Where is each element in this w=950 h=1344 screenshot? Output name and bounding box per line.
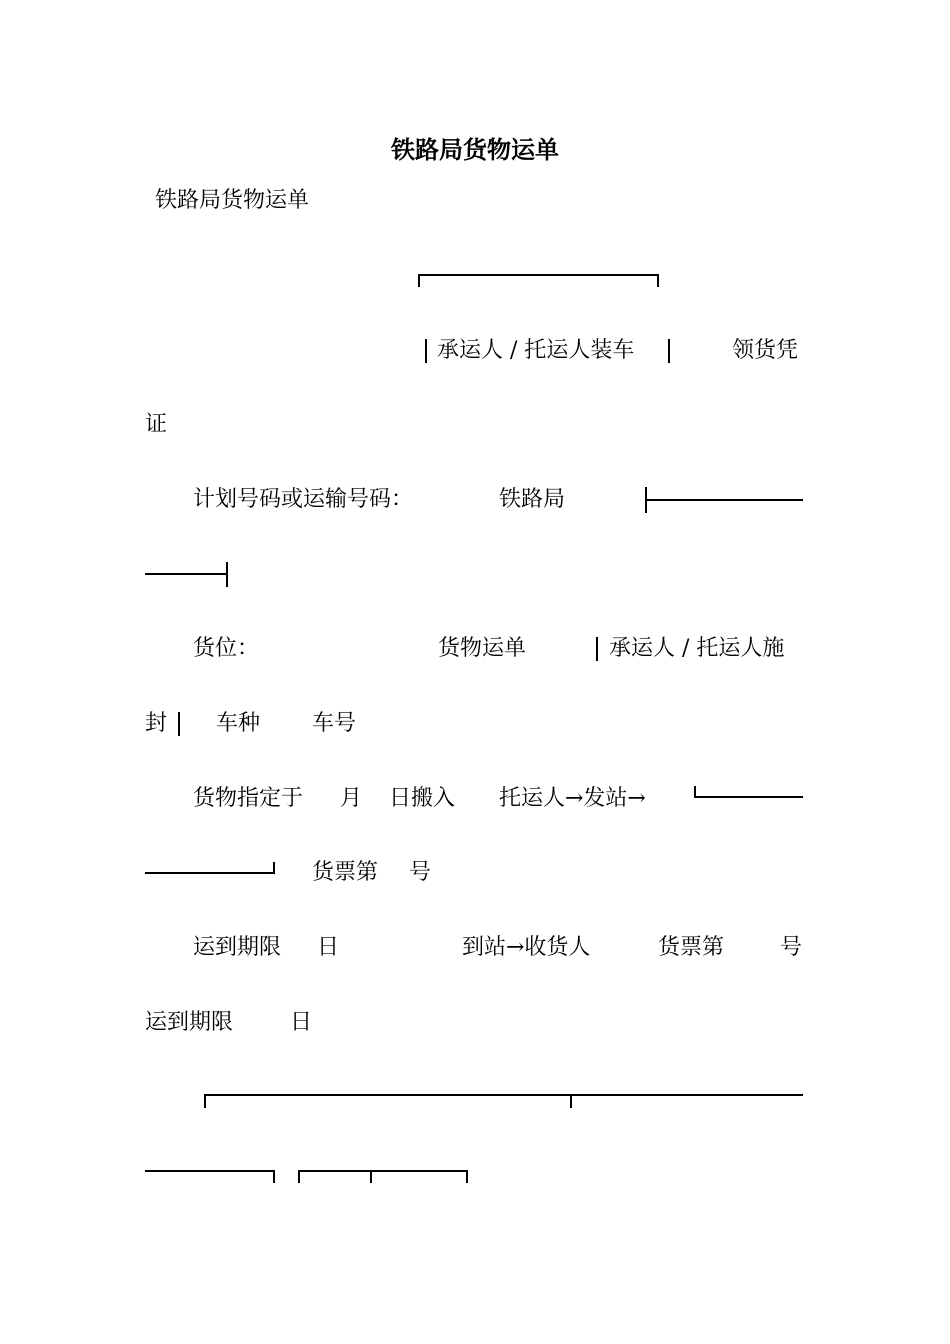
box-top-right-tick [657,274,659,287]
ticket-number-label-a: 货票第 [312,860,379,885]
box-middle-right-bar [226,562,228,587]
car-number-label: 车号 [312,711,357,736]
railway-bureau-label: 铁路局 [499,487,566,512]
table-left-tick [204,1094,206,1108]
deadline-label-b: 运到期限 [145,1010,234,1035]
ticket-number-label-b: 货票第 [658,935,725,960]
car-type-label: 车种 [216,711,261,736]
table-top-border [204,1094,803,1096]
box-right-bar [668,339,670,363]
box-bottom-line [694,796,803,798]
shipper-to-station: 托运人→发站→ [499,786,646,811]
document-subtitle: 铁路局货物运单 [155,188,310,213]
box-bottom-line-continued [145,872,275,874]
table-segment-end-tick [273,1170,275,1183]
box-seal-left-bar [596,637,598,661]
box-bottom-right-tick [273,862,275,874]
table-divider-tick [570,1094,572,1108]
slot-label: 货位： [193,636,260,661]
move-in-month: 月 [340,786,363,811]
carrier-loading-label: 承运人 / 托运人装车 [437,338,635,363]
deadline-day-a: 日 [317,935,340,960]
deadline-day-b: 日 [290,1010,313,1035]
ticket-number-suffix-a: 号 [409,860,432,885]
station-to-consignee: 到站→收货人 [462,935,591,960]
box-middle-line [647,499,803,501]
box-top-left-tick [418,274,420,287]
ticket-number-suffix-b: 号 [780,935,803,960]
receipt-label-part2: 证 [145,412,168,437]
box-left-bar [425,339,427,363]
table-subheader-right-tick [466,1170,468,1183]
table-subheader-divider-tick [370,1170,372,1183]
move-in-day: 日搬入 [389,786,456,811]
carrier-seal-label-part2: 封 [145,711,168,736]
waybill-label: 货物运单 [438,636,527,661]
deadline-label-a: 运到期限 [193,935,282,960]
box-top-border [418,274,659,276]
plan-number-label: 计划号码或运输号码： [193,487,414,512]
carrier-seal-label-part1: 承运人 / 托运人施 [609,636,785,661]
table-subheader-left-tick [298,1170,300,1183]
receipt-label-part1: 领货凭 [732,338,799,363]
table-top-border-continued [145,1170,275,1172]
box-seal-right-bar [178,712,180,736]
document-title: 铁路局货物运单 [391,135,559,164]
table-subheader-border [298,1170,468,1172]
move-in-prefix: 货物指定于 [193,786,304,811]
box-middle-line-continued [145,573,227,575]
